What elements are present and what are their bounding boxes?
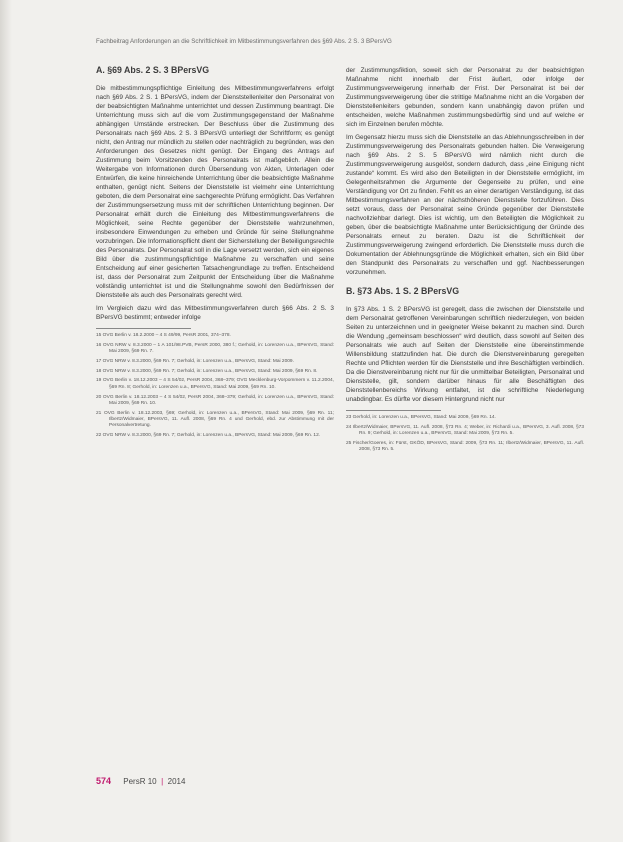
journal-year: 2014 — [167, 777, 186, 786]
footnote: 25 Fischer/Goeres, in: Fürst, GKÖD, BPersVG, Stand: 2009, §73 Rn. 11; Ilbertz/Widmaier, BPersVG, 11. Aufl. 2008, §73 Rn. 5. — [346, 440, 584, 453]
left-column — [96, 66, 334, 443]
page-number: 574 — [96, 776, 112, 786]
footnote: 20 OVG Berlin v. 18.12.2003 – 4 S 54/02, PersR 2004, 368–379; Gerhold, in: Lorenzen u.a., BPersVG, Stand: Mai 2009, §69 Rn. 10. — [96, 394, 334, 406]
footnote: 23 Gerhold, in: Lorenzen u.a., BPersVG, Stand: Mai 2009, §69 Rn. 14. — [346, 415, 496, 420]
footnote-divider — [346, 410, 441, 411]
footnotes-right — [346, 415, 584, 453]
paragraph: Im Gegensatz hierzu muss sich die Dienststelle an das Ablehnungsschreiben in der Zustimmungsverweigerung des Personalrats gebunden halten. Die Verweigerung nach §69 Abs. 2 S. 5 BPersVG wird nämlich nicht durch die Zustimmungsverweigerung ausgelöst, sondern dadurch, dass „eine Einigung nicht zustande“ kommt. Es wird also den Beteiligten in der Dienststelle ermöglicht, im Gelegenheitsrahmen die Argumente der Gegenseite zu prüfen, und eine Verständigung vor Ort zu finden. Fehlt es an einer derartigen Verständigung, ist das Mitbestimmungsverfahren an der nächsthöheren Dienststelle fortzuführen. Dies setzt voraus, dass der Personalrat seine Gründe gegenüber der Dienststelle nachvollziehbar darlegt. Dies ist wichtig, um den Beteiligten die Möglichkeit zu geben, über die beabsichtigte Maßnahme unter Berücksichtigung der Gründe des Personalrats erneut zu beraten. Dazu ist die Schriftlichkeit der Zustimmungsverweigerung zwingend erforderlich. Die Dienststelle muss durch die Dokumentation der Ablehnungsgründe die Möglichkeit erhalten, sich ein Bild über den Standpunkt des Personalrats zu verschaffen und ggf. Nachbesserungen vorzunehmen. — [346, 134, 584, 276]
footnote: 19 OVG Berlin v. 18.12.2003 – 4 S 54/02, PersR 2004, 368–379; OVG Mecklenburg-Vorpommern v. 11.2.2004, §69 Rn. 8; Gerhold, in: Lorenzen u.a., BPersVG, Stand: Mai 2009, §69 Rn. 10. — [96, 378, 334, 390]
journal-name: PersR 10 — [123, 777, 157, 786]
footer-separator: | — [158, 777, 166, 786]
page-footer — [96, 776, 185, 786]
paragraph: Im Vergleich dazu wird das Mitbestimmungsverfahren durch §66 Abs. 2 S. 3 BPersVG bestimmt; entweder infolge — [96, 305, 334, 321]
footnote: 16 OVG NRW v. 8.3.2000 – 1 A 101/98.PVB, PersR 2000, 380 f.; Gerhold, in: Lorenzen u.a., BPersVG, Stand: Mai 2009, §69 Rn. 7. — [96, 342, 334, 355]
paragraph: In §73 Abs. 1 S. 2 BPersVG ist geregelt, dass die zwischen der Dienststelle und dem Personalrat getroffenen Vereinbarungen schriftlich niederzulegen, von beiden Seiten zu unterzeichnen und in geeigneter Weise bekannt zu machen sind. Durch die Wendung „gemeinsam beschlossen“ wird deutlich, dass sowohl auf Seiten des Personalrats wie auch auf Seiten der Dienststelle eine übereinstimmende Willensbildung stattzufinden hat. Die durch die Dienstvereinbarung geregelten Rechte und Pflichten werden für die Dienststelle und ihre Beschäftigten verbindlich. Da die Dienstvereinbarung nicht nur für die unmittelbar Beteiligten, Personalrat und Dienststelle, gilt, sondern darüber hinaus für alle Beschäftigten des Dienststellenbereichs Wirkung entfaltet, ist die schriftliche Niederlegung unabdingbar. Es dürfte vor diesem Hintergrund nicht nur — [346, 306, 584, 403]
section-heading-b: B. §73 Abs. 1 S. 2 BPersVG — [346, 286, 460, 296]
paragraph: Die mitbestimmungspflichtige Einleitung des Mitbestimmungsverfahrens erfolgt nach §69 Abs. 2 S. 1 BPersVG, indem der Dienststellenleiter den Personalrat von der beabsichtigten Maßnahme unterrichtet und dessen Zustimmung beantragt. Die Unterrichtung muss sich auf die vom Zustimmungsgegenstand der Maßnahme abhängigen Umstände erstrecken. Der Beschluss über die Zustimmung des Personalrats nach §69 Abs. 2 S. 3 BPersVG unterliegt der Schriftform; es genügt nicht, den Antrag nur mündlich zu stellen oder nachträglich zu begründen, was den Anforderungen des Gesetzes nicht genügt. Der Eingang des Antrags auf Zustimmung beim Vorsitzenden des Personalrats ist maßgeblich. Allein die Weitergabe von Informationen durch Übersendung von Akten, Unterlagen oder Entwürfen, die keine hinreichende Unterrichtung über die beabsichtigte Maßnahme enthalten, genügt nicht. Seitens der Dienststelle ist vielmehr eine Unterrichtung geboten, die dem Personalrat eine sachgerechte Prüfung ermöglicht. Das Verfahren der Zustimmungsersetzung muss mit der schriftlichen Unterrichtung beginnen. Der Personalrat erhält durch die Einleitung des Mitbestimmungsverfahrens die Möglichkeit, seine Rechte gegenüber der Dienststelle wahrzunehmen, insbesondere Einwendungen zu erheben und Gründe für seine Stellungnahme vorzubringen. Die Informationspflicht dient der Sicherstellung der Beteiligungsrechte des Personalrats. Der Personalrat soll in die Lage versetzt werden, sich ein eigenes Bild über die zustimmungspflichtige Maßnahme zu verschaffen und seine Entscheidung auf einer gesicherten Tatsachengrundlage zu treffen. Entscheidend ist, dass der Personalrat zum Zeitpunkt der Entscheidung über die Maßnahme vollständig unterrichtet ist und die Stellungnahme sowohl den Bedürfnissen der Dienststelle als auch des Personalrats gerecht wird. — [96, 85, 334, 299]
footnote: 17 OVG NRW v. 8.3.2000, §69 Rn. 7; Gerhold, in: Lorenzen u.a., BPersVG, Stand: Mai 2009. — [96, 358, 294, 364]
paragraph: der Zustimmungsfiktion, soweit sich der Personalrat zu der beabsichtigten Maßnahme nicht innerhalb der Frist äußert, oder infolge der Zustimmungsverweigerung innerhalb der Frist. Der Personalrat ist bei der Zustimmungsverweigerung über die strittige Maßnahme nicht an die Vorgaben der Dienststellenleiters gebunden, sondern kann unabhängig davon prüfen und entscheiden, welche Maßnahmen zustimmungsbedürftig sind und auf welche er sich im Einzelnen berufen möchte. — [346, 67, 584, 128]
footnotes-left — [96, 333, 334, 439]
section-heading-a: A. §69 Abs. 2 S. 3 BPersVG — [96, 65, 210, 75]
footnote-divider — [96, 328, 191, 329]
binding-shadow — [0, 0, 12, 842]
running-head: Fachbeitrag Anforderungen an die Schriftlichkeit im Mitbestimmungsverfahren des §69 Abs. 2 S. 3 BPersVG — [96, 38, 392, 45]
footnote: 22 OVG NRW v. 8.3.2000, §69 Rn. 7; Gerhold, in: Lorenzen u.a., BPersVG, Stand: Mai 2009, §69 Rn. 12. — [96, 433, 321, 439]
footnote: 21 OVG Berlin v. 18.12.2003, §69; Gerhold, in: Lorenzen u.a., BPersVG, Stand: Mai 2009, §69 Rn. 11; Ilbertz/Widmaier, BPersVG, 11. Aufl. 2008, §69 Rn. 4 und Gerhold, ebd. zur Abstimmung mit der Personalvertretung. — [96, 410, 334, 429]
right-column — [346, 66, 584, 457]
footnote: 15 OVG Berlin v. 18.2.2000 – 4 S 49/99, PersR 2001, 374–378. — [96, 333, 231, 338]
footnote: 24 Ilbertz/Widmaier, BPersVG, 11. Aufl. 2008, §73 Rn. 4; Weber, in: Richardi u.a., BPersVG, 3. Aufl. 2008, §73 Rn. 9; Gerhold, in: Lorenzen u.a., BPersVG, Stand: Mai 2009, §73 Rn. 5. — [346, 424, 584, 437]
footnote: 18 OVG NRW v. 8.3.2000, §69 Rn. 7; Gerhold, in: Lorenzen u.a., BPersVG, Stand: Mai 2009, §69 Rn. 8. — [96, 368, 318, 374]
